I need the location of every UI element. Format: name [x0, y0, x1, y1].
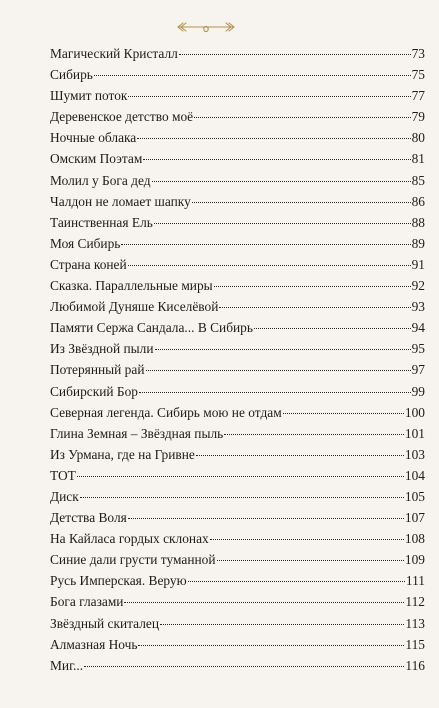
toc-entry-title: Омским Поэтам — [50, 151, 143, 167]
toc-entry-page-number: 75 — [411, 67, 425, 83]
toc-entry-title: Любимой Дуняше Киселёвой — [50, 299, 219, 315]
toc-entry-title: Синие дали грусти туманной — [50, 552, 216, 568]
dot-leader — [196, 455, 404, 456]
toc-entry[interactable] — [50, 212, 425, 233]
toc-entry-title: Сказка. Параллельные миры — [50, 278, 213, 294]
toc-entry-title: Северная легенда. Сибирь мою не отдам — [50, 404, 282, 420]
toc-entry[interactable] — [50, 359, 425, 380]
toc-entry-title: На Кайласа гордых склонах — [50, 531, 209, 547]
dot-leader — [194, 117, 411, 118]
dot-leader — [192, 202, 411, 203]
toc-entry-page-number: 79 — [411, 109, 425, 125]
toc-entry-title: Глина Земная – Звёздная пыль — [50, 425, 224, 441]
toc-entry-page-number: 111 — [405, 573, 425, 589]
toc-entry-title: Моя Сибирь — [50, 235, 121, 251]
toc-entry-page-number: 86 — [411, 193, 425, 209]
toc-entry-title: Молил у Бога дед — [50, 172, 151, 188]
toc-entry-page-number: 100 — [404, 404, 425, 420]
toc-entry[interactable] — [50, 465, 425, 486]
toc-entry-title: Бога глазами — [50, 594, 124, 610]
toc-entry-title: Из Урмана, где на Гривне — [50, 446, 195, 462]
toc-entry[interactable] — [50, 106, 425, 127]
toc-entry-page-number: 92 — [411, 278, 425, 294]
toc-entry[interactable] — [50, 486, 425, 507]
toc-entry[interactable] — [50, 43, 425, 64]
dot-leader — [94, 75, 411, 76]
toc-entry[interactable] — [50, 570, 425, 591]
toc-entry[interactable] — [50, 275, 425, 296]
toc-entry-title: Миг... — [50, 657, 84, 673]
toc-entry-page-number: 101 — [404, 425, 425, 441]
toc-entry-page-number: 103 — [404, 446, 425, 462]
toc-entry[interactable] — [50, 423, 425, 444]
toc-entry[interactable] — [50, 402, 425, 423]
toc-entry[interactable] — [50, 655, 425, 676]
toc-entry-title: Шумит поток — [50, 88, 128, 104]
dot-leader — [152, 181, 411, 182]
toc-entry[interactable] — [50, 254, 425, 275]
toc-entry-page-number: 113 — [405, 615, 425, 631]
dot-leader — [143, 159, 410, 160]
toc-entry-title: Деревенское детство моё — [50, 109, 194, 125]
toc-entry-title: Диск — [50, 488, 79, 504]
dot-leader — [214, 286, 411, 287]
toc-entry-page-number: 99 — [411, 383, 425, 399]
toc-entry-title: Из Звёздной пыли — [50, 341, 154, 357]
table-of-contents — [50, 43, 425, 676]
dot-leader — [139, 392, 411, 393]
dot-leader — [124, 602, 404, 603]
toc-entry-title: Русь Имперская. Верую — [50, 573, 187, 589]
toc-entry-title: Ночные облака — [50, 130, 137, 146]
toc-entry-page-number: 105 — [404, 488, 425, 504]
toc-entry[interactable] — [50, 444, 425, 465]
toc-entry-page-number: 81 — [411, 151, 425, 167]
toc-entry[interactable] — [50, 634, 425, 655]
toc-entry-title: Магический Кристалл — [50, 46, 178, 61]
toc-entry-title: Алмазная Ночь — [50, 636, 138, 652]
dot-leader — [121, 244, 410, 245]
toc-entry[interactable] — [50, 233, 425, 254]
toc-entry-title: Детства Воля — [50, 510, 127, 526]
toc-entry-title: Сибирь — [50, 67, 93, 83]
toc-entry-page-number: 94 — [411, 320, 425, 336]
dot-leader — [155, 349, 411, 350]
dot-leader — [128, 518, 404, 519]
toc-entry-page-number: 93 — [411, 299, 425, 315]
toc-entry[interactable] — [50, 127, 425, 148]
toc-entry[interactable] — [50, 296, 425, 317]
toc-entry[interactable] — [50, 338, 425, 359]
dot-leader — [188, 581, 405, 582]
toc-entry[interactable] — [50, 148, 425, 169]
dot-leader — [80, 497, 404, 498]
dot-leader — [138, 645, 404, 646]
toc-entry-title: ТОТ — [50, 467, 76, 483]
toc-entry-title: Звёздный скиталец — [50, 615, 159, 631]
dot-leader — [128, 96, 410, 97]
toc-entry[interactable] — [50, 549, 425, 570]
toc-entry-title: Страна коней — [50, 256, 127, 272]
toc-entry-page-number: 80 — [411, 130, 425, 146]
toc-entry[interactable] — [50, 317, 425, 338]
toc-entry-page-number: 89 — [411, 235, 425, 251]
toc-entry-page-number: 95 — [411, 341, 425, 357]
toc-entry-page-number: 97 — [411, 362, 425, 378]
dot-leader — [84, 666, 404, 667]
dot-leader — [217, 560, 404, 561]
toc-entry-title: Таинственная Ель — [50, 214, 153, 230]
toc-entry-page-number: 104 — [404, 467, 425, 483]
toc-entry-page-number: 109 — [404, 552, 425, 568]
dot-leader — [137, 138, 410, 139]
arrow-divider-icon — [176, 20, 236, 34]
toc-entry[interactable] — [50, 381, 425, 402]
dot-leader — [179, 54, 411, 55]
toc-entry-title: Памяти Сержа Сандала... В Сибирь — [50, 320, 253, 336]
toc-entry[interactable] — [50, 64, 425, 85]
toc-entry-page-number: 115 — [405, 636, 425, 652]
toc-entry-title: Потерянный рай — [50, 362, 145, 378]
dot-leader — [128, 265, 411, 266]
dot-leader — [154, 223, 411, 224]
toc-entry-page-number: 73 — [411, 46, 425, 61]
toc-entry-page-number: 108 — [404, 531, 425, 547]
dot-leader — [77, 476, 404, 477]
toc-entry[interactable] — [50, 507, 425, 528]
toc-entry[interactable] — [50, 85, 425, 106]
dot-leader — [146, 370, 411, 371]
toc-entry-page-number: 116 — [405, 657, 425, 673]
toc-entry-title: Сибирский Бор — [50, 383, 138, 399]
toc-entry-title: Чалдон не ломает шапку — [50, 193, 191, 209]
toc-entry-page-number: 85 — [411, 172, 425, 188]
toc-entry[interactable] — [50, 191, 425, 212]
dot-leader — [160, 624, 404, 625]
dot-leader — [254, 328, 411, 329]
dot-leader — [283, 413, 404, 414]
toc-entry[interactable] — [50, 613, 425, 634]
toc-entry[interactable] — [50, 528, 425, 549]
toc-entry-page-number: 88 — [411, 214, 425, 230]
dot-leader — [219, 307, 410, 308]
toc-entry[interactable] — [50, 170, 425, 191]
toc-entry-page-number: 112 — [405, 594, 425, 610]
dot-leader — [210, 539, 404, 540]
toc-entry-page-number: 91 — [411, 256, 425, 272]
dot-leader — [224, 434, 404, 435]
toc-entry-page-number: 107 — [404, 510, 425, 526]
toc-entry-page-number: 77 — [411, 88, 425, 104]
toc-entry[interactable] — [50, 591, 425, 612]
